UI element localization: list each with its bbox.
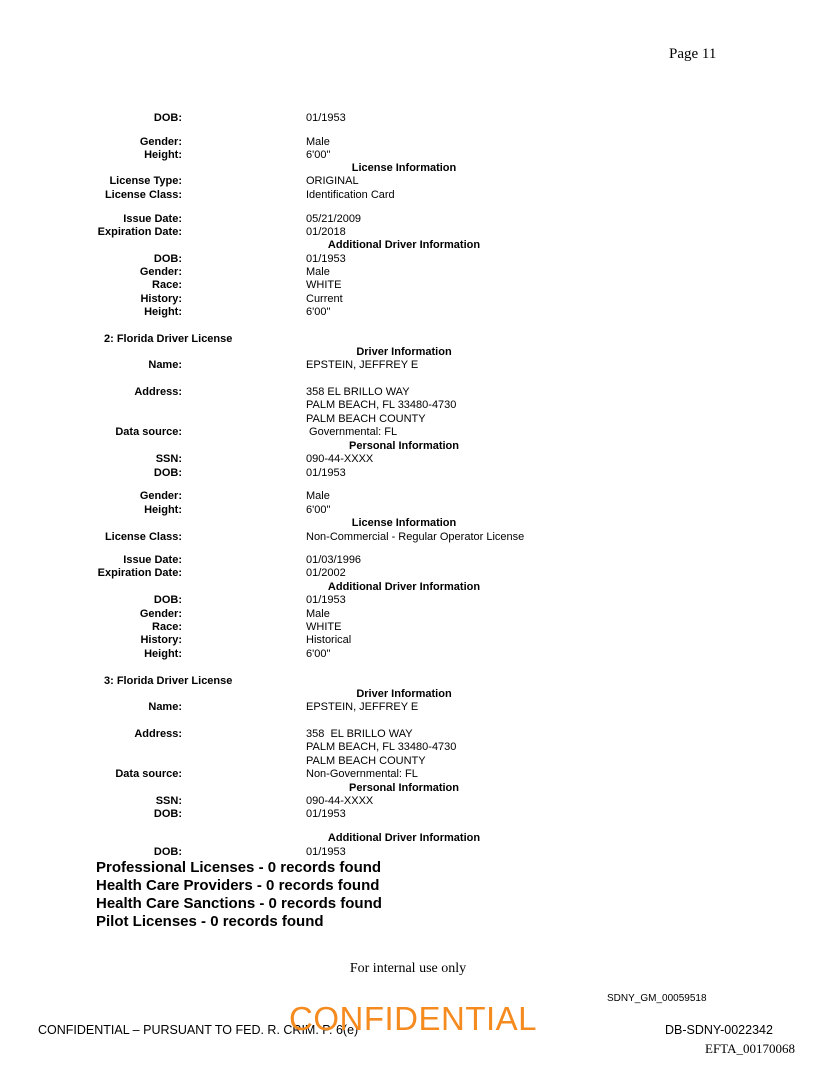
summary-pilot-licenses: Pilot Licenses - 0 records found — [96, 913, 324, 930]
field-label: Race: — [152, 621, 182, 633]
field-value: 6'00" — [306, 504, 331, 516]
gender-row — [0, 266, 700, 280]
height-row — [0, 648, 700, 662]
field-value: PALM BEACH, FL 33480-4730 — [306, 741, 457, 753]
address-row — [0, 386, 700, 400]
gender-row — [0, 490, 700, 504]
page-number: Page 11 — [669, 46, 717, 62]
field-label: Gender: — [139, 136, 182, 148]
section-header-additional: Additional Driver Information — [327, 581, 481, 593]
dob-row — [0, 846, 700, 860]
field-label: History: — [140, 634, 182, 646]
field-label: DOB: — [153, 808, 182, 820]
field-label: Data source: — [115, 768, 182, 780]
field-value: EPSTEIN, JEFFREY E — [306, 701, 419, 713]
field-value: 01/1953 — [306, 112, 346, 124]
license-class-row — [0, 531, 700, 545]
field-value: PALM BEACH, FL 33480-4730 — [306, 399, 457, 411]
field-label: Gender: — [139, 266, 182, 278]
height-row — [0, 504, 700, 518]
section-header-additional: Additional Driver Information — [327, 239, 481, 251]
ssn-row — [0, 453, 700, 467]
field-value: ORIGINAL — [306, 175, 359, 187]
field-value: Male — [306, 490, 330, 502]
field-label: DOB: — [153, 112, 182, 124]
field-value: Male — [306, 608, 330, 620]
field-value: 6'00" — [306, 648, 331, 660]
history-row — [0, 293, 700, 307]
field-label: Issue Date: — [123, 554, 182, 566]
address-line-row — [0, 741, 700, 755]
dob-row — [0, 808, 700, 822]
record-title: 2: Florida Driver License — [104, 333, 233, 345]
field-value: 358 EL BRILLO WAY — [306, 728, 413, 740]
bates-number-gm: SDNY_GM_00059518 — [607, 993, 707, 1004]
field-label: Gender: — [139, 490, 182, 502]
field-value: 01/2002 — [306, 567, 346, 579]
field-value: 01/03/1996 — [306, 554, 362, 566]
field-label: Gender: — [139, 608, 182, 620]
confidential-notice: CONFIDENTIAL – PURSUANT TO FED. R. CRIM. P. 6(e) — [38, 1023, 359, 1037]
license-type-row — [0, 175, 700, 189]
name-row — [0, 701, 700, 715]
gender-row — [0, 136, 700, 150]
field-label: Height: — [144, 504, 182, 516]
field-value: 01/1953 — [306, 467, 346, 479]
field-value: Non-Governmental: FL — [306, 768, 418, 780]
dob-row — [0, 594, 700, 608]
summary-professional-licenses: Professional Licenses - 0 records found — [96, 859, 382, 876]
data-source-row — [0, 768, 700, 782]
confidential-stamp: CONFIDENTIAL — [289, 1000, 538, 1037]
field-label: Name: — [148, 701, 182, 713]
field-value: Non-Commercial - Regular Operator License — [306, 531, 525, 543]
field-value: Male — [306, 266, 330, 278]
field-label: License Class: — [104, 531, 182, 543]
height-row — [0, 149, 700, 163]
expiration-date-row — [0, 226, 700, 240]
efta-number: EFTA_00170068 — [705, 1041, 795, 1056]
summary-health-care-providers: Health Care Providers - 0 records found — [96, 877, 380, 894]
issue-date-row — [0, 213, 700, 227]
field-label: Issue Date: — [123, 213, 182, 225]
field-label: Height: — [144, 149, 182, 161]
field-label: Expiration Date: — [97, 226, 182, 238]
bates-number-db: DB-SDNY-0022342 — [665, 1023, 773, 1037]
data-source-row — [0, 426, 700, 440]
field-value: 01/1953 — [306, 846, 346, 858]
field-value: 01/1953 — [306, 808, 346, 820]
field-label: Address: — [134, 386, 182, 398]
field-value: 01/1953 — [306, 253, 346, 265]
address-line-row — [0, 755, 700, 769]
section-header-driver: Driver Information — [356, 688, 452, 700]
section-header-personal: Personal Information — [348, 440, 460, 452]
record-title: 3: Florida Driver License — [104, 675, 233, 687]
name-row — [0, 359, 700, 373]
field-value: PALM BEACH COUNTY — [306, 755, 426, 767]
field-value: Historical — [306, 634, 352, 646]
height-row — [0, 306, 700, 320]
field-label: DOB: — [153, 253, 182, 265]
field-label: Data source: — [115, 426, 182, 438]
section-header-personal: Personal Information — [348, 782, 460, 794]
internal-use-notice: For internal use only — [349, 961, 467, 976]
field-label: DOB: — [153, 467, 182, 479]
field-value: 01/1953 — [306, 594, 346, 606]
address-line-row — [0, 413, 700, 427]
field-label: Name: — [148, 359, 182, 371]
section-header-license: License Information — [351, 517, 457, 529]
field-label: Height: — [144, 648, 182, 660]
field-value: WHITE — [306, 621, 342, 633]
address-line-row — [0, 399, 700, 413]
field-value: Governmental: FL — [306, 426, 398, 438]
expiration-date-row — [0, 567, 700, 581]
field-value: 6'00" — [306, 149, 331, 161]
field-value: WHITE — [306, 279, 342, 291]
field-label: Expiration Date: — [97, 567, 182, 579]
field-label: Address: — [134, 728, 182, 740]
section-header-additional: Additional Driver Information — [327, 832, 481, 844]
field-value: EPSTEIN, JEFFREY E — [306, 359, 419, 371]
dob-row — [0, 253, 700, 267]
section-header-driver: Driver Information — [356, 346, 452, 358]
field-label: SSN: — [155, 453, 182, 465]
field-label: Race: — [152, 279, 182, 291]
dob-row — [0, 112, 700, 126]
field-value: Identification Card — [306, 189, 395, 201]
field-value: 6'00" — [306, 306, 331, 318]
field-label: DOB: — [153, 594, 182, 606]
field-value: 01/2018 — [306, 226, 346, 238]
gender-row — [0, 608, 700, 622]
field-value: PALM BEACH COUNTY — [306, 413, 426, 425]
race-row — [0, 279, 700, 293]
field-label: DOB: — [153, 846, 182, 858]
field-label: Height: — [144, 306, 182, 318]
field-value: 358 EL BRILLO WAY — [306, 386, 410, 398]
dob-row — [0, 467, 700, 481]
ssn-row — [0, 795, 700, 809]
field-value: Male — [306, 136, 330, 148]
field-label: SSN: — [155, 795, 182, 807]
summary-health-care-sanctions: Health Care Sanctions - 0 records found — [96, 895, 382, 912]
field-label: History: — [140, 293, 182, 305]
section-header-license: License Information — [351, 162, 457, 174]
issue-date-row — [0, 554, 700, 568]
field-value: 05/21/2009 — [306, 213, 362, 225]
race-row — [0, 621, 700, 635]
field-value: Current — [306, 293, 343, 305]
history-row — [0, 634, 700, 648]
field-value: 090-44-XXXX — [306, 453, 374, 465]
address-row — [0, 728, 700, 742]
license-class-row — [0, 189, 700, 203]
field-label: License Class: — [104, 189, 182, 201]
field-label: License Type: — [109, 175, 182, 187]
field-value: 090-44-XXXX — [306, 795, 374, 807]
